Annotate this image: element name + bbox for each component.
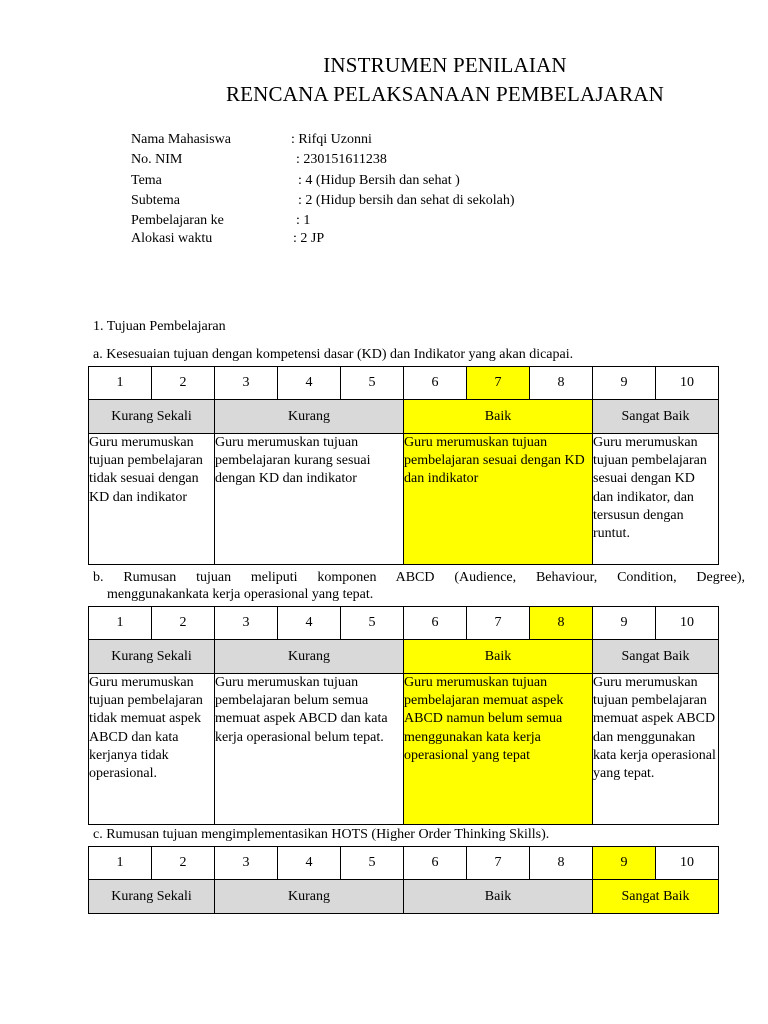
score-cell: 7	[467, 607, 530, 640]
score-cell-selected: 9	[593, 847, 656, 880]
level-kurang-sekali: Kurang Sekali	[89, 640, 215, 674]
info-label-name: Nama Mahasiswa	[131, 132, 231, 147]
description-kurang-sekali: Guru merumuskan tujuan pembelajaran tidak memuat aspek ABCD dan kata kerjanya tidak operasional.	[89, 674, 215, 825]
score-cell: 1	[89, 607, 152, 640]
score-cell: 2	[152, 607, 215, 640]
description-kurang: Guru merumuskan tujuan pembelajaran kurang sesuai dengan KD dan indikator	[215, 434, 404, 565]
description-row	[89, 434, 719, 565]
level-kurang: Kurang	[215, 880, 404, 914]
info-label-nim: No. NIM	[131, 152, 183, 167]
score-cell: 3	[215, 607, 278, 640]
score-cell: 8	[530, 847, 593, 880]
level-kurang: Kurang	[215, 400, 404, 434]
criterion-b-title-cont: menggunakankata kerja operasional yang tepat.	[107, 587, 374, 602]
score-cell: 9	[593, 367, 656, 400]
info-value-tema: : 4 (Hidup Bersih dan sehat )	[298, 173, 460, 188]
score-cell: 6	[404, 607, 467, 640]
info-label-alokasi: Alokasi waktu	[131, 231, 213, 246]
level-sangat-baik: Sangat Baik	[593, 400, 719, 434]
score-cell: 7	[467, 847, 530, 880]
score-row	[89, 367, 719, 400]
score-cell: 4	[278, 367, 341, 400]
criterion-a-title: a. Kesesuaian tujuan dengan kompetensi dasar (KD) dan Indikator yang akan dicapai.	[93, 347, 574, 362]
info-value-name: : Rifqi Uzonni	[291, 132, 372, 147]
level-baik-selected: Baik	[404, 640, 593, 674]
criterion-c-table	[88, 846, 719, 914]
level-kurang-sekali: Kurang Sekali	[89, 400, 215, 434]
info-value-alokasi: : 2 JP	[293, 231, 325, 246]
info-value-nim: : 230151611238	[296, 152, 387, 167]
score-cell: 5	[341, 367, 404, 400]
description-kurang: Guru merumuskan tujuan pembelajaran belum semua memuat aspek ABCD dan kata kerja operasional belum tepat.	[215, 674, 404, 825]
score-cell: 1	[89, 367, 152, 400]
description-kurang-sekali: Guru merumuskan tujuan pembelajaran tidak sesuai dengan KD dan indikator	[89, 434, 215, 565]
score-cell: 8	[530, 367, 593, 400]
score-cell-selected: 7	[467, 367, 530, 400]
score-cell-selected: 8	[530, 607, 593, 640]
score-cell: 2	[152, 847, 215, 880]
level-kurang: Kurang	[215, 640, 404, 674]
info-label-subtema: Subtema	[131, 193, 180, 208]
score-cell: 9	[593, 607, 656, 640]
score-cell: 2	[152, 367, 215, 400]
description-sangat-baik: Guru merumuskan tujuan pembelajaran sesuai dengan KD dan indikator, dan tersusun dengan runtut.	[593, 434, 719, 565]
score-cell: 3	[215, 367, 278, 400]
info-value-pembelajaran: : 1	[296, 213, 311, 228]
score-cell: 6	[404, 847, 467, 880]
info-value-subtema: : 2 (Hidup bersih dan sehat di sekolah)	[298, 193, 515, 208]
description-baik: Guru merumuskan tujuan pembelajaran sesuai dengan KD dan indikator	[404, 434, 593, 565]
level-baik-selected: Baik	[404, 400, 593, 434]
info-label-pembelajaran: Pembelajaran ke	[131, 213, 224, 228]
score-cell: 5	[341, 607, 404, 640]
score-cell: 1	[89, 847, 152, 880]
description-sangat-baik: Guru merumuskan tujuan pembelajaran memuat aspek ABCD dan menggunakan kata kerja operasional yang tepat.	[593, 674, 719, 825]
score-cell: 10	[656, 607, 719, 640]
level-row	[89, 400, 719, 434]
score-row	[89, 847, 719, 880]
description-baik: Guru merumuskan tujuan pembelajaran memuat aspek ABCD namun belum semua menggunakan kata kerja operasional yang tepat	[404, 674, 593, 825]
level-row	[89, 640, 719, 674]
level-row	[89, 880, 719, 914]
level-baik: Baik	[404, 880, 593, 914]
score-cell: 4	[278, 847, 341, 880]
criterion-b-table	[88, 606, 719, 825]
criterion-b-title: b. Rumusan tujuan meliputi komponen ABCD (Audience, Behaviour, Condition, Degree),	[93, 570, 745, 585]
description-row	[89, 674, 719, 825]
document-subtitle: RENCANA PELAKSANAAN PEMBELAJARAN	[225, 82, 665, 106]
info-label-tema: Tema	[131, 173, 162, 188]
score-cell: 10	[656, 367, 719, 400]
score-cell: 4	[278, 607, 341, 640]
section-title: 1. Tujuan Pembelajaran	[93, 319, 226, 334]
score-row	[89, 607, 719, 640]
document-title: INSTRUMEN PENILAIAN	[323, 53, 567, 77]
criterion-c-title: c. Rumusan tujuan mengimplementasikan HOTS (Higher Order Thinking Skills).	[93, 827, 550, 842]
level-sangat-baik: Sangat Baik	[593, 640, 719, 674]
score-cell: 10	[656, 847, 719, 880]
score-cell: 3	[215, 847, 278, 880]
score-cell: 5	[341, 847, 404, 880]
criterion-a-table	[88, 366, 719, 565]
score-cell: 6	[404, 367, 467, 400]
level-kurang-sekali: Kurang Sekali	[89, 880, 215, 914]
level-sangat-baik-selected: Sangat Baik	[593, 880, 719, 914]
